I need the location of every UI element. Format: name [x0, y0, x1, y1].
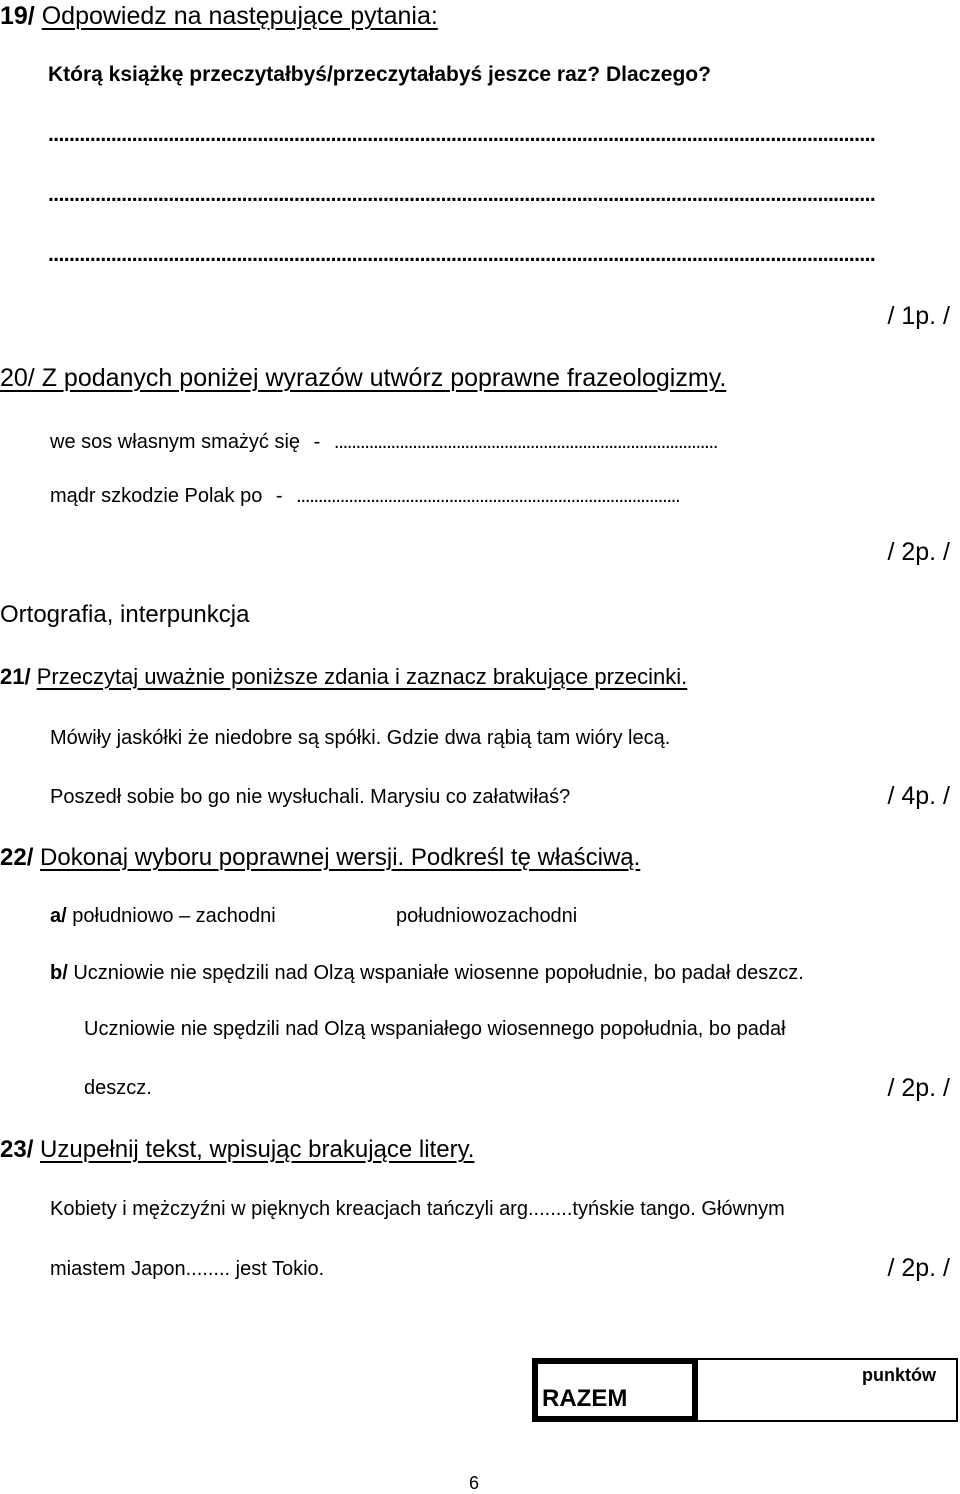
- q22-score: / 2p. /: [887, 1074, 950, 1102]
- points-label: punktów: [862, 1365, 936, 1385]
- q20-item-1: [50, 432, 717, 452]
- q21-sentences-line-1: Mówiły jaskółki że niedobre są spółki. Gdzie dwa rąbią tam wióry lecą.: [50, 727, 671, 749]
- q19-title: Odpowiedz na następujące pytania:: [41, 2, 438, 30]
- q23-score: / 2p. /: [887, 1254, 950, 1282]
- q20-item-2-dash: -: [275, 485, 283, 507]
- q21-header: [0, 666, 687, 688]
- q22-b-option-2-line-2: deszcz.: [84, 1077, 152, 1099]
- q19-score: / 1p. /: [887, 302, 950, 330]
- q22-a-option-1: południowo – zachodni: [72, 905, 276, 927]
- q19-question: Którą książkę przeczytałbyś/przeczytałabyś jeszce raz? Dlaczego?: [48, 63, 711, 86]
- q23-line-2: miastem Japon........ jest Tokio.: [50, 1258, 325, 1280]
- q22-a: [50, 906, 276, 926]
- q22-a-option-2: południowozachodni: [396, 905, 578, 927]
- q23-number: 23/: [0, 1136, 34, 1163]
- q20-score: / 2p. /: [887, 538, 950, 566]
- q22-b-label: b/: [50, 962, 68, 984]
- q21-score: / 4p. /: [887, 782, 950, 810]
- q20-title: 20/ Z podanych poniżej wyrazów utwórz poprawne frazeologizmy.: [0, 364, 727, 392]
- q23-header: [0, 1138, 474, 1162]
- q22-header: [0, 846, 640, 870]
- q20-item-1-dots: ........................................................................................: [333, 431, 718, 453]
- page-number: 6: [469, 1473, 480, 1493]
- q22-b-option-2-line-1: Uczniowie nie spędzili nad Olzą wspaniałego wiosennego popołudnia, bo padał: [84, 1018, 786, 1040]
- q22-number: 22/: [0, 844, 34, 871]
- q22-title: Dokonaj wyboru poprawnej wersji. Podkreśl tę właściwą.: [40, 844, 641, 871]
- q19-answer-line-2: ..............................................................................................................................................................: [48, 183, 876, 206]
- q22-b: [50, 963, 804, 983]
- q20-item-2: [50, 486, 680, 506]
- q22-a-label: a/: [50, 905, 67, 927]
- q23-line-1: Kobiety i mężczyźni w pięknych kreacjach tańczyli arg........tyńskie tango. Głównym: [50, 1198, 785, 1220]
- q20-item-1-dash: -: [313, 431, 321, 453]
- q19-number: 19/: [0, 2, 35, 30]
- q21-number: 21/: [0, 664, 31, 689]
- q20-item-1-words: we sos własnym smażyć się: [50, 431, 301, 453]
- razem-label: RAZEM: [542, 1385, 628, 1412]
- q19-answer-line-3: ..............................................................................................................................................................: [48, 243, 876, 266]
- q19-answer-line-1: ..............................................................................................................................................................: [48, 123, 876, 146]
- q19-header: [0, 4, 438, 29]
- q20-item-2-words: mądr szkodzie Polak po: [50, 485, 263, 507]
- q20-item-2-dots: ........................................................................................: [296, 485, 680, 507]
- section-heading: Ortografia, interpunkcja: [0, 601, 250, 628]
- q21-title: Przeczytaj uważnie poniższe zdania i zaznacz brakujące przecinki.: [36, 664, 688, 689]
- q22-b-option-1: Uczniowie nie spędzili nad Olzą wspaniałe wiosenne popołudnie, bo padał deszcz.: [73, 962, 804, 984]
- q23-title: Uzupełnij tekst, wpisując brakujące litery.: [40, 1136, 475, 1163]
- q21-sentences-line-2: Poszedł sobie bo go nie wysłuchali. Marysiu co załatwiłaś?: [50, 786, 571, 808]
